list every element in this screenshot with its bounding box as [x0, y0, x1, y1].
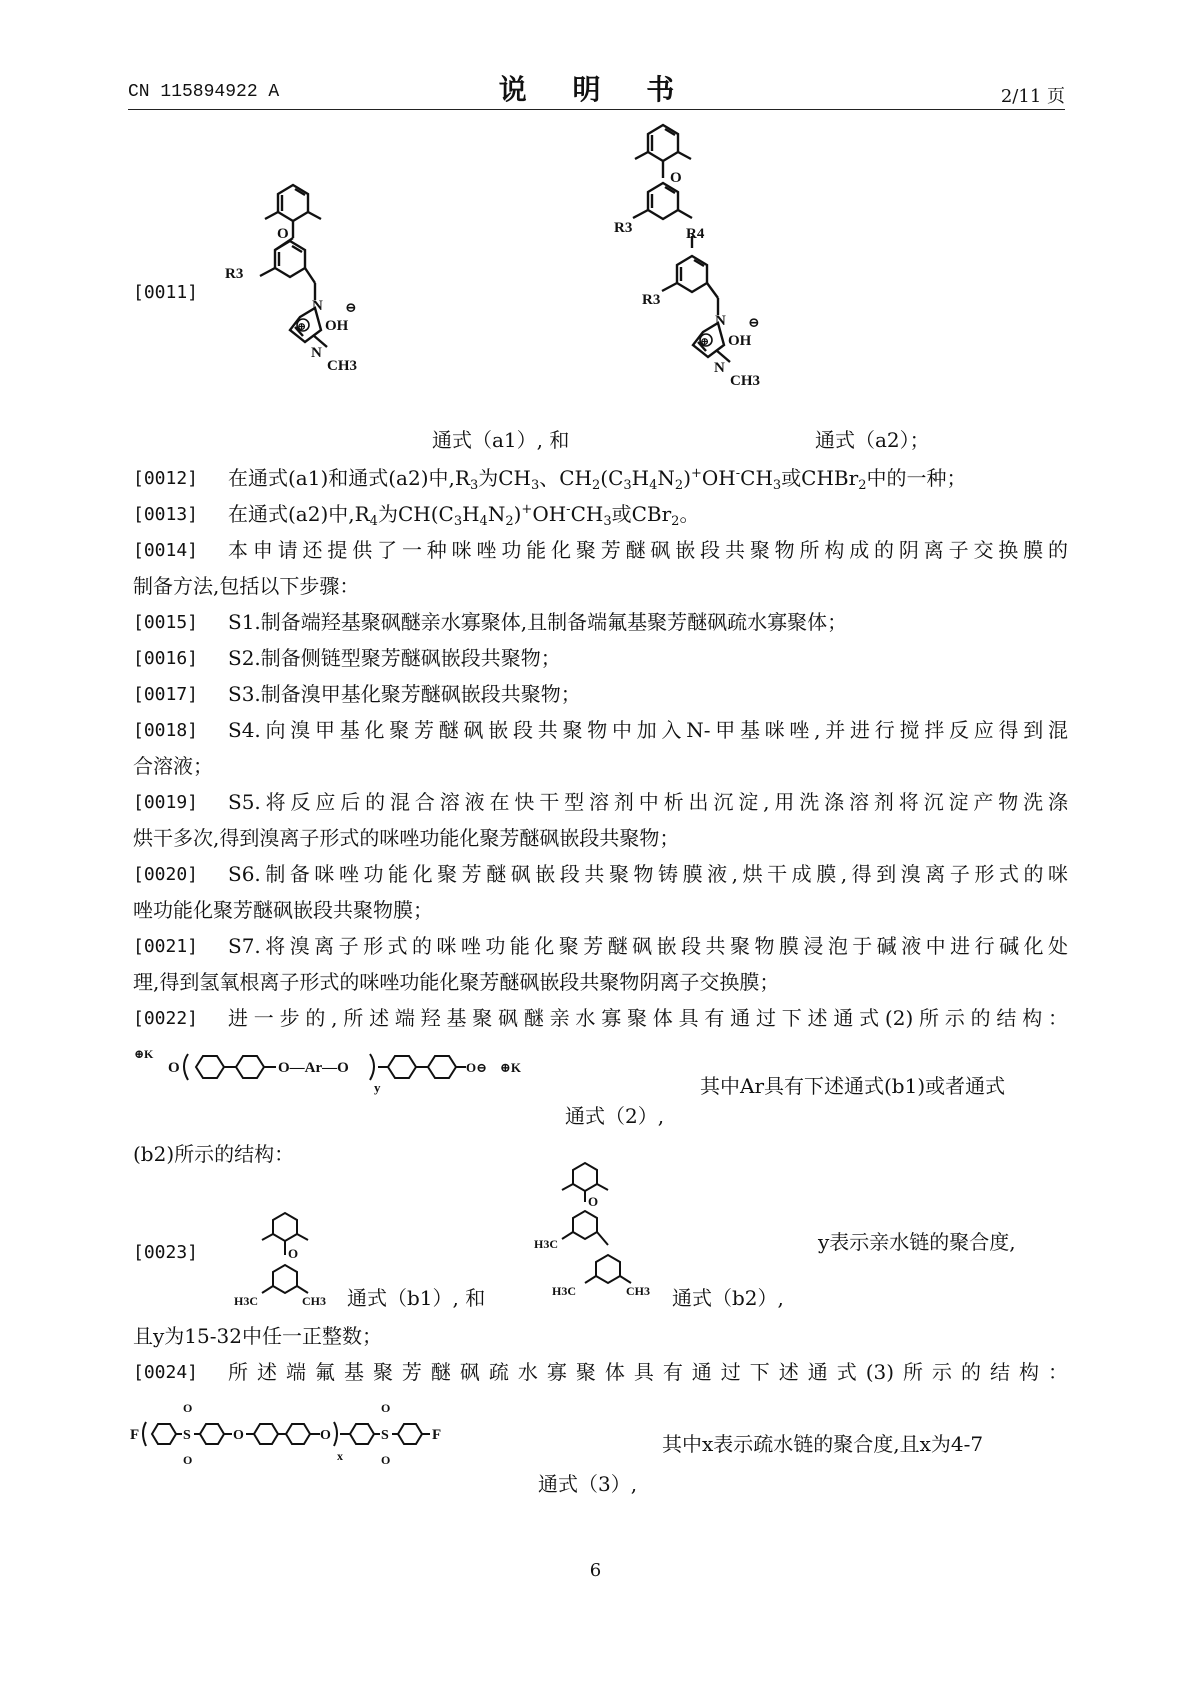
page-indicator: 2/11 页 — [1000, 86, 1065, 107]
plus-charge: ⊕ — [297, 321, 307, 333]
caption-a1: 通式（a1）, 和 — [432, 428, 570, 452]
methyl-label: H3C — [552, 1284, 576, 1298]
structure-a2-image — [600, 120, 790, 420]
paragraph-number: [0020] — [133, 864, 199, 885]
r3-label: R3 — [614, 220, 633, 236]
paragraph-text: 唑功能化聚芳醚砜嵌段共聚物膜； — [133, 898, 433, 922]
caption-formula-2: 通式（2）, — [565, 1104, 665, 1128]
sulfur-label: S — [381, 1428, 389, 1443]
paragraph-text: 合溶液； — [133, 754, 213, 778]
paragraph-text: 烘干多次,得到溴离子形式的咪唑功能化聚芳醚砜嵌段共聚物； — [133, 826, 680, 850]
repeat-y-label: y — [374, 1080, 381, 1095]
minus-charge: ⊖ — [345, 301, 357, 316]
hydroxide-label: OH — [325, 318, 349, 334]
structure-formula-2-image — [130, 1040, 560, 1100]
potassium-ion-label: ⊕K — [134, 1047, 154, 1061]
sulfonyl-oxygen-label: O — [183, 1453, 193, 1467]
ether-linkage-label: O—Ar—O — [278, 1060, 349, 1076]
nitrogen-label: N — [312, 298, 323, 314]
methyl-label: H3C — [534, 1237, 558, 1251]
structure-a1-image — [215, 180, 385, 420]
plus-charge: ⊕ — [700, 336, 710, 348]
paragraph-text: 在通式(a2)中$,R_4$为$CH(C_3H_4N_2)^+OH^-CH_3$或CBr$_2$。 — [228, 502, 700, 529]
caption-b2: 通式（b2）, — [672, 1286, 784, 1310]
paragraph-number: [0013] — [133, 504, 199, 525]
paragraph-text: 且y为15-32中任一正整数； — [133, 1324, 382, 1348]
sulfonyl-oxygen-label: O — [183, 1401, 193, 1415]
potassium-ion-label: ⊕K — [500, 1060, 522, 1075]
paragraph-number: [0015] — [133, 612, 199, 633]
fluorine-label: F — [432, 1427, 442, 1443]
nitrogen-label: N — [714, 360, 725, 376]
ether-oxygen-label: O — [233, 1428, 244, 1443]
r3-label: R3 — [642, 292, 661, 308]
paragraph-text: 理,得到氢氧根离子形式的咪唑功能化聚芳醚砜嵌段共聚物阴离子交换膜； — [133, 970, 780, 994]
paragraph-text: 所述端氟基聚芳醚砜疏水寡聚体具有通过下述通式(3)所示的结构： — [228, 1360, 1068, 1384]
paragraph-text: S1.制备端羟基聚砜醚亲水寡聚体,且制备端氟基聚芳醚砜疏水寡聚体； — [228, 610, 848, 634]
nitrogen-label: N — [715, 313, 726, 329]
paragraph-text: S6.制备咪唑功能化聚芳醚砜嵌段共聚物铸膜液,烘干成膜,得到溴离子形式的咪 — [228, 862, 1068, 886]
methyl-label: CH3 — [730, 373, 760, 389]
caption-a2: 通式（a2）； — [815, 428, 930, 452]
paragraph-text: S3.制备溴甲基化聚芳醚砜嵌段共聚物； — [228, 682, 581, 706]
paragraph-number: [0017] — [133, 684, 199, 705]
methyl-label: CH3 — [626, 1284, 650, 1298]
paragraph-number: [0018] — [133, 720, 199, 741]
paragraph-number: [0022] — [133, 1008, 199, 1029]
paragraph-number: [0016] — [133, 648, 199, 669]
carbonyl-oxygen-label: O — [588, 1194, 599, 1209]
paragraph-text: S4.向溴甲基化聚芳醚砜嵌段共聚物中加入N-甲基咪唑,并进行搅拌反应得到混 — [228, 718, 1068, 742]
paragraph-number: [0011] — [133, 282, 199, 303]
header-divider — [128, 109, 1065, 110]
hydroxide-label: OH — [728, 333, 752, 349]
document-title: 说 明 书 — [498, 73, 693, 106]
paragraph-text: 其中Ar具有下述通式(b1)或者通式 — [700, 1074, 1006, 1098]
carbonyl-oxygen-label: O — [288, 1246, 299, 1261]
r4-label: R4 — [686, 226, 705, 242]
paragraph-number: [0023] — [133, 1242, 199, 1263]
paragraph-number: [0019] — [133, 792, 199, 813]
carbonyl-oxygen-label: O — [670, 170, 682, 186]
methyl-label: CH3 — [327, 358, 357, 374]
sulfonyl-oxygen-label: O — [381, 1453, 391, 1467]
paragraph-text: y表示亲水链的聚合度, — [818, 1230, 1016, 1254]
phenoxide-label: O⊖ — [466, 1060, 488, 1075]
paragraph-number: [0024] — [133, 1362, 199, 1383]
caption-formula-3: 通式（3）, — [538, 1472, 638, 1496]
paragraph-text: (b2)所示的结构： — [133, 1142, 295, 1166]
fluorine-label: F — [130, 1427, 140, 1443]
paragraph-number: [0014] — [133, 540, 199, 561]
sulfonyl-oxygen-label: O — [381, 1401, 391, 1415]
structure-b2-image — [530, 1160, 670, 1330]
ether-oxygen-label: O — [320, 1428, 331, 1443]
caption-b1: 通式（b1）, 和 — [347, 1286, 486, 1310]
paragraph-number: [0021] — [133, 936, 199, 957]
paragraph-text: S2.制备侧链型聚芳醚砜嵌段共聚物； — [228, 646, 561, 670]
sulfur-label: S — [183, 1428, 191, 1443]
minus-charge: ⊖ — [748, 316, 760, 331]
patent-number: CN 115894922 A — [128, 82, 280, 102]
methyl-label: CH3 — [302, 1294, 326, 1308]
page-number: 6 — [589, 1560, 602, 1581]
methyl-label: H3C — [234, 1294, 258, 1308]
oxygen-label: O — [168, 1060, 180, 1076]
paragraph-number: [0012] — [133, 468, 199, 489]
paragraph-text: 其中x表示疏水链的聚合度,且x为4-7 — [662, 1432, 984, 1456]
paragraph-text: 进一步的,所述端羟基聚砜醚亲水寡聚体具有通过下述通式(2)所示的结构： — [228, 1006, 1068, 1030]
paragraph-text: 制备方法,包括以下步骤： — [133, 574, 360, 598]
paragraph-text: S5.将反应后的混合溶液在快干型溶剂中析出沉淀,用洗涤溶剂将沉淀产物洗涤 — [228, 790, 1068, 814]
paragraph-text: 在通式(a1)和通式(a2)中$,R_3$为$CH_3$、$CH_2(C_3H_4N_2)^+OH^-CH_3$或CHBr$_2$中的一种； — [228, 466, 967, 493]
paragraph-text: S7.将溴离子形式的咪唑功能化聚芳醚砜嵌段共聚物膜浸泡于碱液中进行碱化处 — [228, 934, 1068, 958]
r3-label: R3 — [225, 266, 244, 282]
structure-formula-3-image — [130, 1400, 550, 1470]
carbonyl-oxygen-label: O — [277, 226, 289, 242]
paragraph-text: 本申请还提供了一种咪唑功能化聚芳醚砜嵌段共聚物所构成的阴离子交换膜的 — [228, 538, 1068, 562]
structure-b1-image — [230, 1210, 350, 1330]
repeat-x-label: x — [337, 1449, 343, 1463]
nitrogen-label: N — [311, 345, 322, 361]
